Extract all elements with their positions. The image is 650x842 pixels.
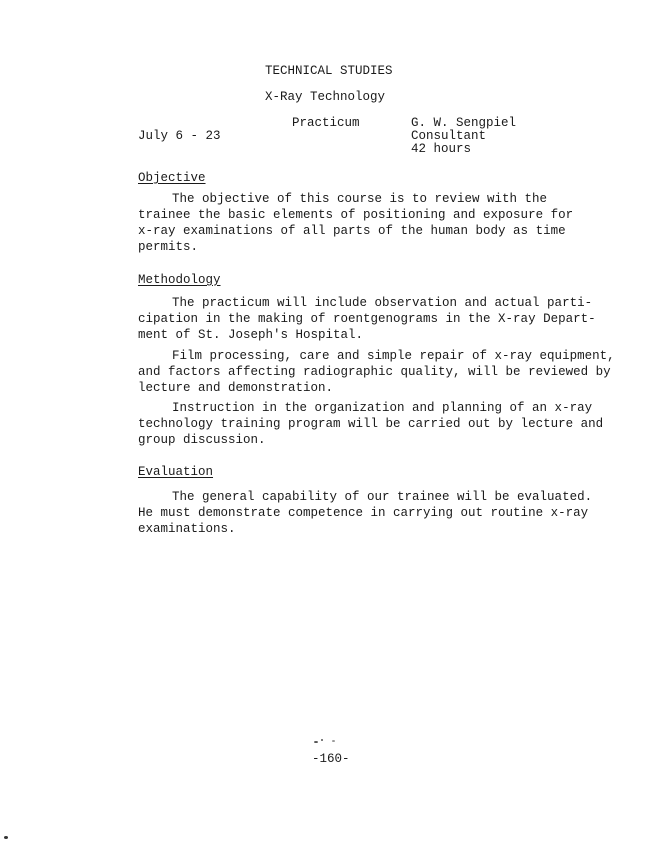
evaluation-line: The general capability of our trainee will be evaluated. <box>172 490 593 504</box>
scan-speck <box>332 740 335 742</box>
scan-speck <box>321 739 323 741</box>
methodology-paragraph-1 <box>138 295 596 343</box>
objective-paragraph <box>138 191 574 255</box>
methodology-line: cipation in the making of roentgenograms in the X-ray Depart- <box>138 312 596 326</box>
objective-line: The objective of this course is to review with the <box>172 192 548 206</box>
evaluation-line: He must demonstrate competence in carrying out routine x-ray <box>138 506 589 520</box>
course-type: Practicum <box>292 116 360 130</box>
course-hours: 42 hours <box>411 142 472 156</box>
methodology-heading: Methodology <box>138 273 221 287</box>
methodology-line: The practicum will include observation and actual parti- <box>172 296 593 310</box>
scan-speck <box>4 836 8 839</box>
division-title: TECHNICAL STUDIES <box>265 64 393 78</box>
methodology-paragraph-2 <box>138 348 615 396</box>
course-dates: July 6 - 23 <box>138 129 221 143</box>
objective-line: permits. <box>138 240 199 254</box>
methodology-line: ment of St. Joseph's Hospital. <box>138 328 364 342</box>
methodology-paragraph-3 <box>138 400 604 448</box>
course-title: X-Ray Technology <box>265 90 386 104</box>
objective-heading: Objective <box>138 171 206 185</box>
methodology-line: group discussion. <box>138 433 266 447</box>
objective-line: trainee the basic elements of positioning and exposure for <box>138 208 574 222</box>
evaluation-line: examinations. <box>138 522 236 536</box>
instructor-name: G. W. Sengpiel <box>411 116 517 130</box>
evaluation-heading: Evaluation <box>138 465 214 479</box>
objective-line: x-ray examinations of all parts of the human body as time <box>138 224 566 238</box>
evaluation-paragraph <box>138 489 593 537</box>
methodology-line: and factors affecting radiographic quality, will be reviewed by <box>138 365 611 379</box>
instructor-role: Consultant <box>411 129 487 143</box>
methodology-line: technology training program will be carried out by lecture and <box>138 417 604 431</box>
methodology-line: lecture and demonstration. <box>138 381 334 395</box>
scan-speck <box>314 741 318 743</box>
methodology-line: Instruction in the organization and planning of an x-ray <box>172 401 593 415</box>
methodology-line: Film processing, care and simple repair of x-ray equipment, <box>172 349 615 363</box>
page-number: -160- <box>312 752 350 766</box>
